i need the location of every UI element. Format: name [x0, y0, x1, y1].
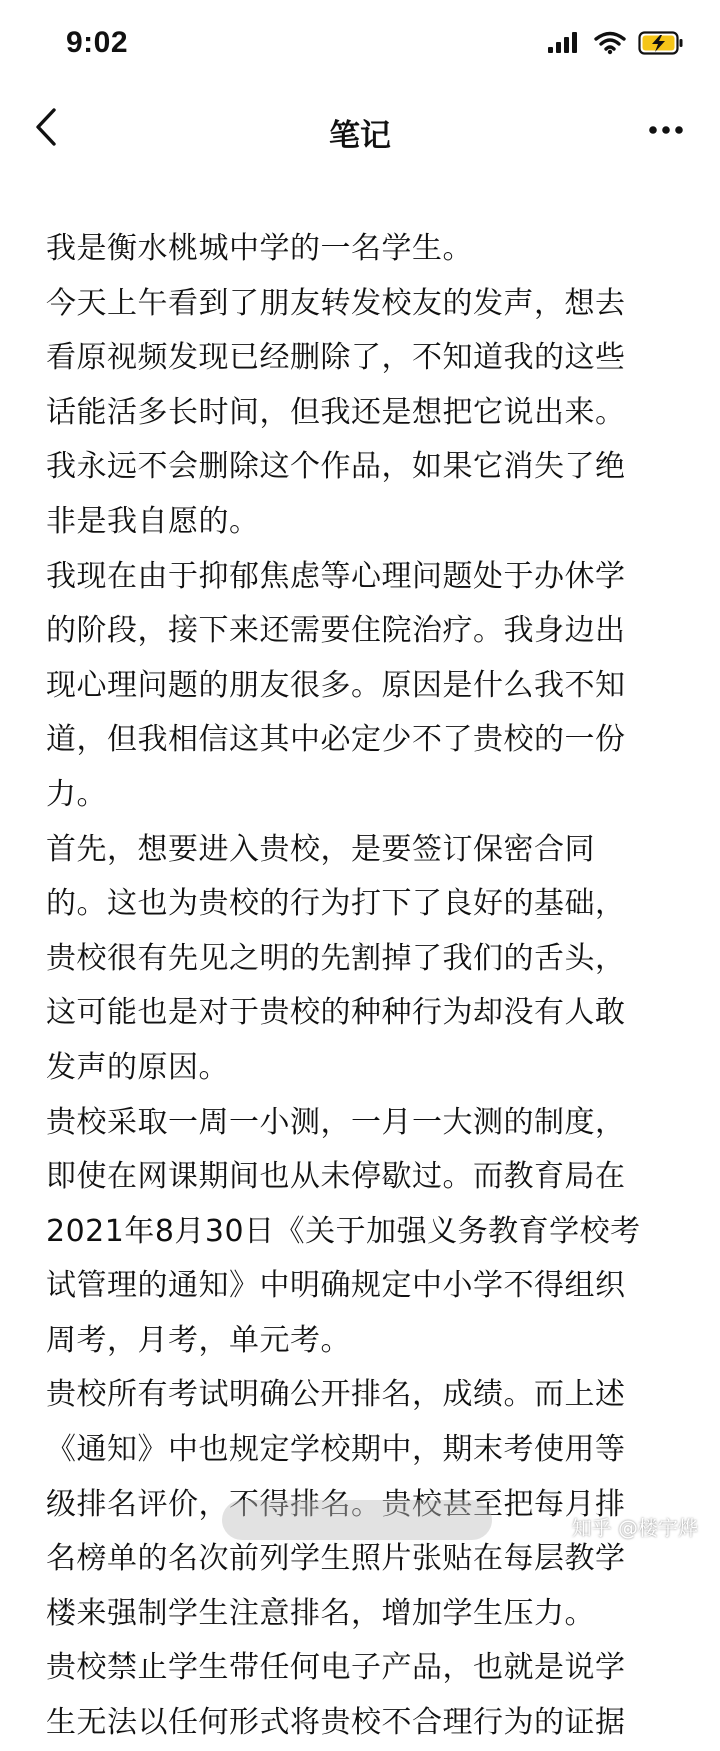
note-line: 我是衡水桃城中学的一名学生。 [46, 231, 473, 266]
nav-bar [0, 92, 720, 166]
watermark-overlay [222, 1500, 492, 1540]
note-line: 试管理的通知》中明确规定中小学不得组织 [46, 1268, 626, 1304]
more-button[interactable] [646, 114, 686, 144]
page-title: 笔记 [329, 118, 391, 154]
note-line: 2021年8月30日《关于加强义务教育学校考 [46, 1213, 641, 1249]
wifi-icon [594, 31, 626, 59]
note-line: 的。这也为贵校的行为打下了良好的基础， [46, 886, 626, 922]
note-line: 力。 [46, 776, 107, 812]
note-line: 这可能也是对于贵校的种种行为却没有人敢 [46, 995, 626, 1031]
note-line: 现心理问题的朋友很多。原因是什么我不知 [46, 667, 626, 703]
battery-charging-icon [638, 30, 684, 60]
note-line: 生无法以任何形式将贵校不合理行为的证据 [46, 1705, 626, 1741]
note-line: 名榜单的名次前列学生照片张贴在每层教学 [46, 1541, 626, 1577]
note-line: 贵校禁止学生带任何电子产品，也就是说学 [46, 1650, 626, 1686]
more-icon [648, 120, 684, 139]
note-line: 我永远不会删除这个作品，如果它消失了绝 [46, 449, 626, 485]
note-line: 贵校所有考试明确公开排名，成绩。而上述 [46, 1377, 626, 1413]
status-time: 9:02 [66, 26, 129, 59]
zhihu-watermark: 知乎 @楼宇烨 [571, 1516, 698, 1540]
note-line: 的阶段，接下来还需要住院治疗。我身边出 [46, 613, 626, 649]
note-line: 楼来强制学生注意排名，增加学生压力。 [46, 1595, 595, 1631]
note-line: 级排名评价，不得排名。贵校甚至把每月排 [46, 1486, 626, 1522]
note-line: 今天上午看到了朋友转发校友的发声，想去 [46, 285, 626, 321]
note-line: 道，但我相信这其中必定少不了贵校的一份 [46, 722, 626, 758]
note-line: 首先，想要进入贵校，是要签订保密合同 [46, 831, 595, 867]
signal-icon [548, 31, 582, 59]
note-line: 周考，月考，单元考。 [46, 1322, 351, 1358]
note-line: 贵校采取一周一小测，一月一大测的制度， [46, 1104, 626, 1140]
note-line: 即使在网课期间也从未停歇过。而教育局在 [46, 1159, 626, 1195]
note-line: 非是我自愿的。 [46, 503, 260, 539]
note-line: 《通知》中也规定学校期中，期末考使用等 [46, 1432, 626, 1468]
note-line: 看原视频发现已经删除了，不知道我的这些 [46, 340, 626, 376]
note-line: 贵校很有先见之明的先割掉了我们的舌头， [46, 940, 626, 976]
note-line: 话能活多长时间，但我还是想把它说出来。 [46, 394, 626, 430]
status-icons [548, 30, 684, 60]
note-line: 发声的原因。 [46, 1049, 229, 1085]
note-line: 我现在由于抑郁焦虑等心理问题处于办休学 [46, 558, 626, 594]
status-bar [0, 0, 720, 92]
